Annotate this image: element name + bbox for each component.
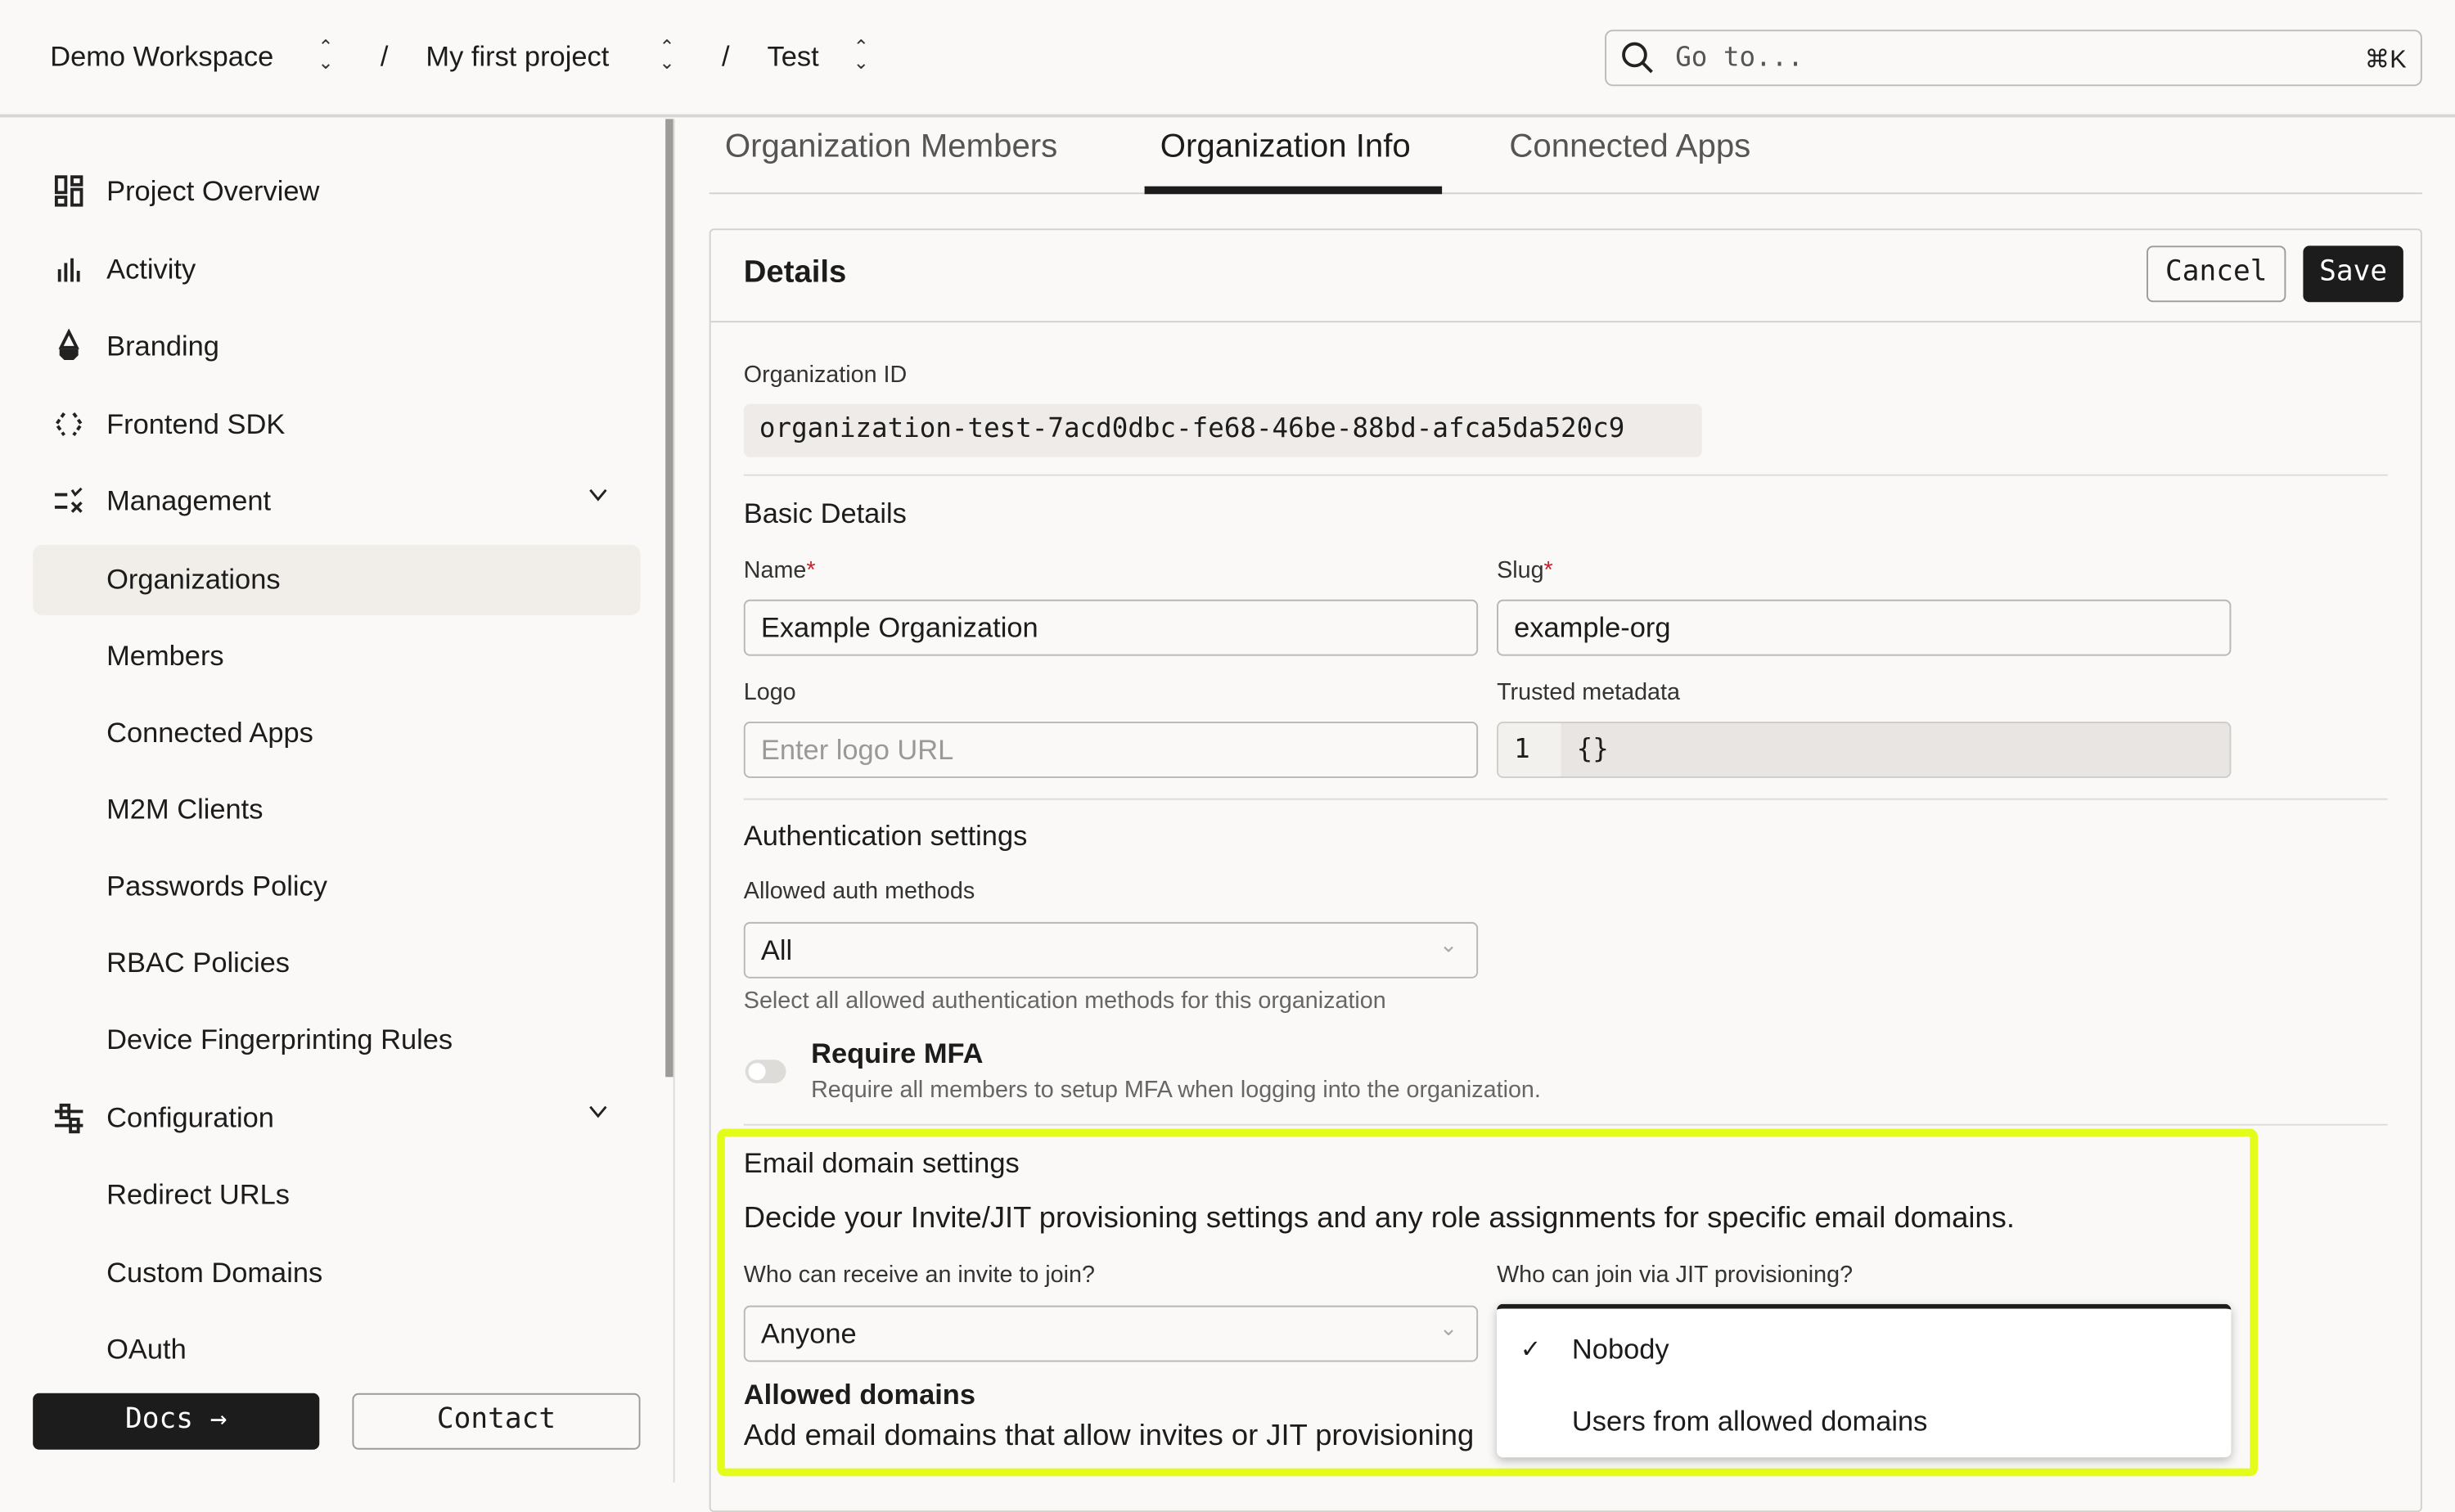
chevron-up-down-icon[interactable]: ⌃ ⌄ (659, 36, 675, 74)
sidebar-item-configuration[interactable] (33, 1083, 640, 1154)
line-number: 1 (1498, 723, 1561, 776)
slug-input[interactable]: example-org (1497, 600, 2231, 656)
jit-option-nobody[interactable]: ✓ Nobody (1520, 1334, 1669, 1366)
sidebar-item-label: Configuration (106, 1101, 274, 1134)
required-marker: * (1543, 557, 1553, 584)
sidebar-scrollbar[interactable] (665, 119, 673, 1077)
sidebar-item-redirect-urls[interactable] (33, 1160, 640, 1231)
sidebar-item-label: RBAC Policies (106, 947, 291, 979)
required-marker: * (806, 557, 816, 584)
chevron-up-down-icon[interactable]: ⌃ ⌄ (318, 36, 334, 74)
tab-connected-apps[interactable]: Connected Apps (1509, 128, 1751, 164)
active-tab-indicator (1145, 187, 1443, 195)
sidebar-item-organizations[interactable] (33, 545, 640, 615)
sidebar-item-project-overview[interactable] (33, 156, 640, 227)
jit-option-allowed-domains[interactable]: Users from allowed domains (1571, 1406, 1928, 1438)
sidebar-item-device-fingerprinting-rules[interactable] (33, 1005, 640, 1075)
breadcrumb-separator: / (380, 40, 389, 73)
sidebar-item-label: Members (106, 640, 224, 672)
code-icon (52, 407, 86, 441)
logo-label: Logo (743, 679, 796, 706)
sidebar-item-label: OAuth (106, 1334, 187, 1366)
sidebar-item-label: Organizations (106, 563, 281, 596)
logo-url-input[interactable]: Enter logo URL (744, 722, 1478, 778)
chevron-up-down-icon[interactable]: ⌃ ⌄ (853, 36, 869, 74)
sidebar-item-label: Device Fingerprinting Rules (106, 1024, 453, 1055)
drop-icon (52, 329, 86, 363)
sidebar-item-label: M2M Clients (106, 794, 264, 826)
email-domain-heading: Email domain settings (743, 1147, 1020, 1179)
chevron-down-icon: ⌄ (1439, 1315, 1458, 1340)
sidebar-item-label: Project Overview (106, 175, 320, 207)
org-id-label: Organization ID (743, 361, 908, 389)
trusted-metadata-label: Trusted metadata (1497, 679, 1680, 706)
auth-methods-select[interactable]: All ⌄ (744, 922, 1478, 979)
sidebar-item-custom-domains[interactable] (33, 1238, 640, 1308)
docs-button[interactable]: Docs → (33, 1393, 319, 1450)
slug-label: Slug (1497, 557, 1544, 584)
bar-chart-icon (52, 252, 86, 286)
sidebar-item-label: Management (106, 485, 272, 517)
allowed-domains-heading: Allowed domains (743, 1379, 976, 1411)
search-placeholder: Go to... (1675, 42, 1804, 74)
basic-details-heading: Basic Details (743, 497, 907, 529)
jit-dropdown-menu (1497, 1304, 2231, 1458)
search-input[interactable] (1605, 29, 2422, 86)
breadcrumb-separator: / (722, 40, 730, 73)
trusted-metadata-editor[interactable] (1497, 722, 2231, 778)
require-mfa-title: Require MFA (811, 1037, 984, 1069)
divider (744, 475, 2388, 476)
arrow-right-icon: → (209, 1402, 227, 1436)
sliders-icon (52, 1100, 86, 1135)
sidebar-item-connected-apps[interactable] (33, 698, 640, 768)
chevron-down-icon: ⌄ (1439, 931, 1458, 957)
sidebar-item-members[interactable] (33, 622, 640, 692)
invite-label: Who can receive an invite to join? (743, 1262, 1095, 1289)
name-input[interactable]: Example Organization (744, 600, 1478, 656)
cancel-button[interactable]: Cancel (2146, 245, 2286, 302)
sidebar-item-label: Frontend SDK (106, 408, 286, 440)
shortcut-hint: ⌘K (2364, 47, 2407, 74)
management-icon (52, 484, 86, 518)
save-button[interactable]: Save (2303, 245, 2403, 302)
chevron-down-icon[interactable] (588, 1102, 607, 1121)
sidebar-item-frontend-sdk[interactable] (33, 389, 640, 460)
metadata-code[interactable]: {} (1576, 734, 1609, 766)
email-domain-description: Decide your Invite/JIT provisioning settings and any role assignments for specific email domains. (743, 1202, 2015, 1235)
sidebar-item-management[interactable] (33, 466, 640, 537)
tab-organization-members[interactable]: Organization Members (724, 128, 1058, 164)
sidebar-item-label: Connected Apps (106, 717, 313, 749)
card-header-divider (711, 321, 2421, 322)
require-mfa-toggle[interactable] (746, 1060, 786, 1083)
allowed-domains-description: Add email domains that allow invites or JIT provisioning (743, 1420, 1475, 1453)
sidebar-item-rbac-policies[interactable] (33, 929, 640, 999)
project-switcher[interactable]: My first project (426, 40, 610, 73)
divider (744, 1124, 2388, 1126)
jit-label: Who can join via JIT provisioning? (1497, 1262, 1854, 1289)
workspace-switcher[interactable]: Demo Workspace (50, 40, 274, 73)
card-title: Details (743, 254, 847, 290)
auth-methods-label: Allowed auth methods (743, 878, 975, 905)
require-mfa-description: Require all members to setup MFA when logging into the organization. (811, 1077, 1541, 1104)
tab-divider (709, 192, 2422, 194)
sidebar-item-label: Redirect URLs (106, 1178, 291, 1210)
sidebar-item-label: Branding (106, 330, 219, 362)
name-label: Name (743, 557, 807, 584)
sidebar-item-label: Activity (106, 253, 196, 286)
sidebar-item-m2m-clients[interactable] (33, 775, 640, 845)
auth-settings-heading: Authentication settings (743, 820, 1028, 852)
sidebar-item-activity[interactable] (33, 235, 640, 305)
tab-organization-info[interactable]: Organization Info (1160, 128, 1411, 164)
sidebar-divider (673, 119, 675, 1482)
sidebar-item-oauth[interactable] (33, 1315, 640, 1385)
environment-switcher[interactable]: Test (767, 40, 819, 73)
grid-icon (52, 173, 86, 208)
org-id-value: organization-test-7acd0dbc-fe68-46be-88bd-afca5da520c9 (744, 404, 1702, 457)
auth-methods-help: Select all allowed authentication methods for this organization (743, 988, 1386, 1015)
chevron-down-icon[interactable] (588, 485, 607, 504)
invite-select[interactable]: Anyone ⌄ (744, 1306, 1478, 1362)
sidebar-item-passwords-policy[interactable] (33, 852, 640, 922)
sidebar-item-branding[interactable] (33, 312, 640, 382)
search-icon (1620, 41, 1655, 75)
sidebar-item-label: Custom Domains (106, 1257, 323, 1289)
divider (744, 799, 2388, 800)
sidebar-item-label: Passwords Policy (106, 870, 327, 902)
contact-button[interactable]: Contact (352, 1393, 640, 1450)
check-icon: ✓ (1520, 1336, 1542, 1364)
